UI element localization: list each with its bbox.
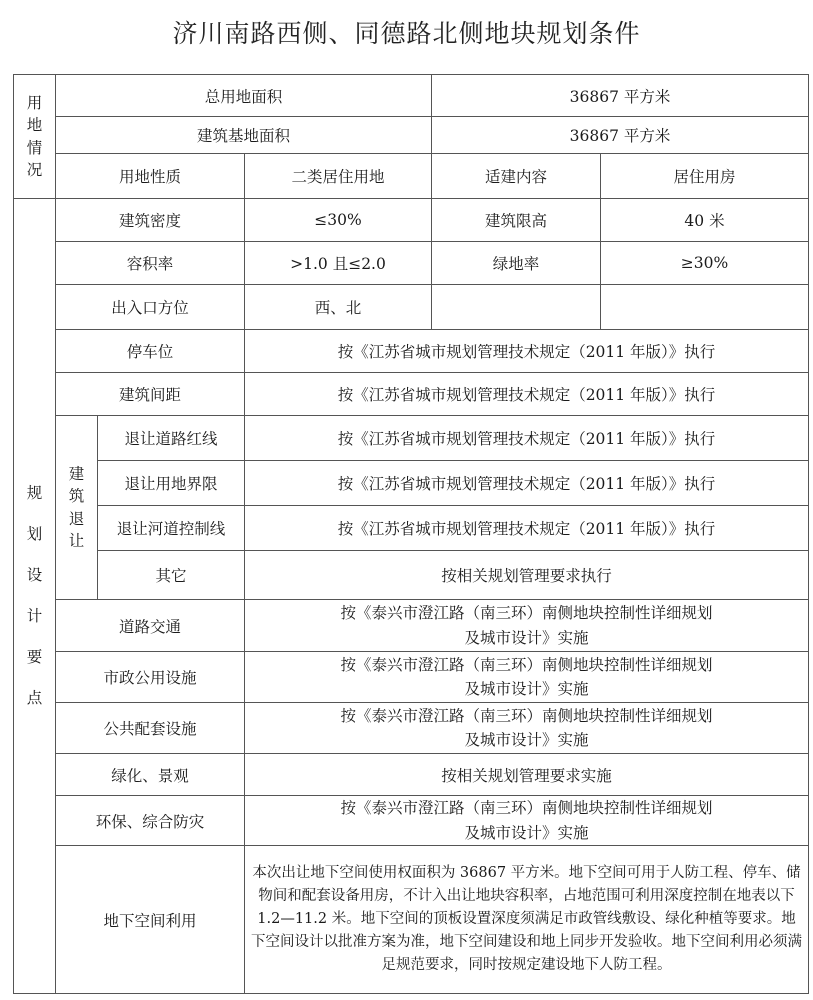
setback-boundary-value: 按《江苏省城市规划管理技术规定（2011 年版）》执行 (245, 461, 809, 506)
total-area-value: 36867 平方米 (432, 75, 809, 117)
table-row (14, 75, 809, 117)
setback-river-value: 按《江苏省城市规划管理技术规定（2011 年版）》执行 (245, 506, 809, 551)
green-ratio-value: ≥30% (601, 242, 809, 285)
public-facility-value: 按《泰兴市澄江路（南三环）南侧地块控制性详细规划 及城市设计》实施 (245, 703, 809, 754)
setback-road-value: 按《江苏省城市规划管理技术规定（2011 年版）》执行 (245, 416, 809, 461)
table-row (14, 330, 809, 373)
empty-cell (601, 285, 809, 330)
table-row (14, 796, 809, 846)
parking-value: 按《江苏省城市规划管理技术规定（2011 年版）》执行 (245, 330, 809, 373)
entrance-value: 西、北 (245, 285, 432, 330)
setback-river-label: 退让河道控制线 (98, 506, 245, 551)
planning-conditions-table (13, 74, 809, 994)
setback-group-label: 建筑退让 (56, 416, 98, 600)
parking-label: 停车位 (56, 330, 245, 373)
density-value: ≤30% (245, 199, 432, 242)
traffic-label: 道路交通 (56, 600, 245, 652)
suitable-content-label: 适建内容 (432, 154, 601, 199)
land-section-label: 用地情况 (14, 75, 56, 199)
base-area-value: 36867 平方米 (432, 117, 809, 154)
empty-cell (432, 285, 601, 330)
municipal-label: 市政公用设施 (56, 652, 245, 703)
land-use-label: 用地性质 (56, 154, 245, 199)
greening-label: 绿化、景观 (56, 754, 245, 796)
height-limit-value: 40 米 (601, 199, 809, 242)
far-value: >1.0 且≤2.0 (245, 242, 432, 285)
suitable-content-value: 居住用房 (601, 154, 809, 199)
base-area-label: 建筑基地面积 (56, 117, 432, 154)
setback-road-label: 退让道路红线 (98, 416, 245, 461)
underground-label: 地下空间利用 (56, 846, 245, 994)
traffic-value: 按《泰兴市澄江路（南三环）南侧地块控制性详细规划 及城市设计》实施 (245, 600, 809, 652)
table-row (14, 703, 809, 754)
entrance-label: 出入口方位 (56, 285, 245, 330)
total-area-label: 总用地面积 (56, 75, 432, 117)
table-row (14, 600, 809, 652)
table-row (14, 199, 809, 242)
table-row (14, 117, 809, 154)
table-row (14, 506, 809, 551)
table-row (14, 754, 809, 796)
table-row (14, 551, 809, 600)
table-row (14, 154, 809, 199)
table-row (14, 373, 809, 416)
greening-value: 按相关规划管理要求实施 (245, 754, 809, 796)
land-use-value: 二类居住用地 (245, 154, 432, 199)
municipal-value: 按《泰兴市澄江路（南三环）南侧地块控制性详细规划 及城市设计》实施 (245, 652, 809, 703)
green-ratio-label: 绿地率 (432, 242, 601, 285)
far-label: 容积率 (56, 242, 245, 285)
table-row (14, 416, 809, 461)
table-row (14, 285, 809, 330)
table-row (14, 242, 809, 285)
env-value: 按《泰兴市澄江路（南三环）南侧地块控制性详细规划 及城市设计》实施 (245, 796, 809, 846)
height-limit-label: 建筑限高 (432, 199, 601, 242)
spacing-label: 建筑间距 (56, 373, 245, 416)
setback-other-label: 其它 (98, 551, 245, 600)
spacing-value: 按《江苏省城市规划管理技术规定（2011 年版）》执行 (245, 373, 809, 416)
page-title: 济川南路西侧、同德路北侧地块规划条件 (172, 19, 641, 48)
density-label: 建筑密度 (56, 199, 245, 242)
setback-other-value: 按相关规划管理要求执行 (245, 551, 809, 600)
underground-value: 本次出让地下空间使用权面积为 36867 平方米。地下空间可用于人防工程、停车、储物间和配套设备用房，不计入出让地块容积率，占地范围可利用深度控制在地表以下 1.2—11.2 米。地下空间的顶板设置深度须满足市政管线敷设、绿化种植等要求。地下空间设计以批准方案为准，地下空间建设和地上同步开发验收。地下空间利用必须满足规范要求，同时按规定建设地下人防工程。 (245, 846, 809, 994)
planning-section-label: 规划设计要点 (14, 199, 56, 994)
public-facility-label: 公共配套设施 (56, 703, 245, 754)
table-row (14, 846, 809, 994)
env-label: 环保、综合防灾 (56, 796, 245, 846)
table-row (14, 461, 809, 506)
setback-boundary-label: 退让用地界限 (98, 461, 245, 506)
table-row (14, 652, 809, 703)
